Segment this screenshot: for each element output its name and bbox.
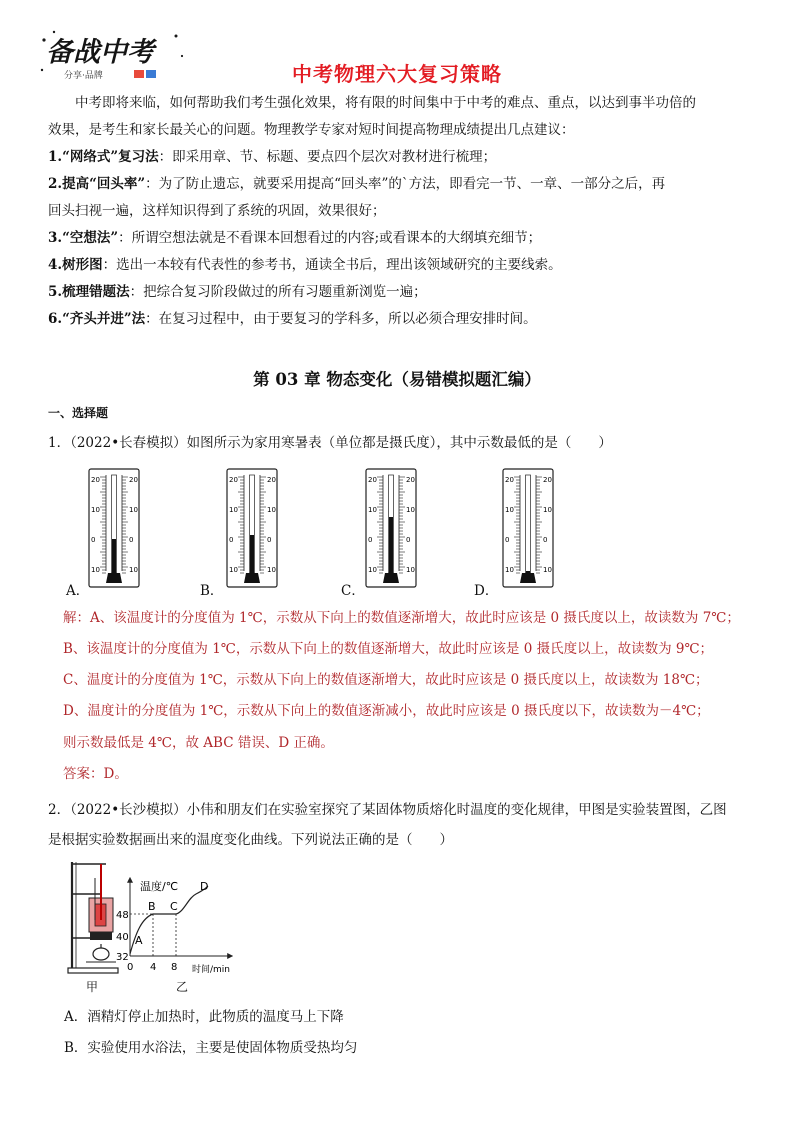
- logo-text: 备战中考: [46, 37, 154, 68]
- scale-left-0: 20: [229, 476, 238, 484]
- q2-temperature-graph: [110, 872, 240, 984]
- q2-fig-yi-label: 乙: [176, 980, 189, 994]
- thermometer-b: [224, 467, 280, 591]
- logo-subtext: 分享·品牌: [64, 71, 103, 81]
- chapter-title: 第 03 章 物态变化（易错模拟题汇编）: [253, 370, 541, 389]
- scale-left-2: 0: [505, 536, 510, 544]
- q1-option-c: C．: [341, 583, 365, 599]
- q1-solution-1: 解：A、该温度计的分度值为 1℃，示数从下向上的数值逐渐增大，故此时应该是 0 摄氏度以上，故读数为 7℃；: [63, 610, 740, 626]
- strategy-1: 1.“网络式”复习法：即采用章、节、标题、要点四个层次对教材进行梳理；: [48, 149, 497, 165]
- strategy-3: 3.“空想法”：所谓空想法就是不看课本回想看过的内容;或看课本的大纲填充细节；: [48, 230, 542, 246]
- thermometer-a: [86, 467, 142, 591]
- graph-xtick-0: 0: [127, 962, 134, 973]
- graph-point-a: A: [135, 934, 143, 947]
- scale-right-0: 20: [267, 476, 276, 484]
- q1-stem: 1．（2022•长春模拟）如图所示为家用寒暑表（单位都是摄氏度），其中示数最低的是（ ）: [48, 435, 612, 451]
- graph-ytick-32: 32: [116, 952, 129, 963]
- scale-right-2: 0: [129, 536, 134, 544]
- scale-left-3: 10: [368, 566, 377, 574]
- strategy-2: 2.提高“回头率”：为了防止遗忘，就要采用提高“回头率”的`方法，即看完一节、一章、一部分之后，再: [48, 176, 666, 192]
- graph-ytick-48: 48: [116, 910, 129, 921]
- q2-stem-1: 2．（2022•长沙模拟）小伟和朋友们在实验室探究了某固体物质熔化时温度的变化规律，甲图是实验装置图，乙图: [48, 802, 727, 818]
- scale-left-3: 10: [91, 566, 100, 574]
- q2-stem-2: 是根据实验数据画出来的温度变化曲线。下列说法正确的是（ ）: [48, 832, 453, 848]
- scale-left-0: 20: [91, 476, 100, 484]
- q1-answer: 答案：D。: [63, 766, 128, 782]
- scale-right-2: 0: [543, 536, 548, 544]
- scale-right-3: 10: [129, 566, 138, 574]
- q1-option-a: A．: [66, 583, 90, 599]
- thermometer-c: [363, 467, 419, 591]
- graph-ylabel: 温度/℃: [140, 880, 179, 893]
- scale-right-1: 10: [543, 506, 552, 514]
- scale-left-1: 10: [368, 506, 377, 514]
- scale-left-0: 20: [368, 476, 377, 484]
- intro-line-1: 中考即将来临，如何帮助我们考生强化效果，将有限的时间集中于中考的难点、重点，以达到事半功倍的: [75, 95, 696, 111]
- graph-xtick-8: 8: [171, 962, 178, 973]
- scale-right-3: 10: [406, 566, 415, 574]
- scale-left-1: 10: [91, 506, 100, 514]
- q1-option-b: B．: [200, 583, 224, 599]
- scale-left-2: 0: [368, 536, 373, 544]
- q1-option-d: D．: [474, 583, 499, 599]
- graph-point-c: C: [170, 900, 178, 913]
- scale-right-1: 10: [267, 506, 276, 514]
- scale-right-1: 10: [129, 506, 138, 514]
- q2-fig-jia-label: 甲: [86, 980, 99, 994]
- graph-point-d: D: [200, 880, 209, 893]
- q1-solution-4: D、温度计的分度值为 1℃，示数从下向上的数值逐渐减小，故此时应该是 0 摄氏度以下，故读数为－4℃；: [63, 703, 710, 719]
- scale-right-0: 20: [543, 476, 552, 484]
- section-title: 一、选择题: [48, 406, 109, 420]
- scale-left-1: 10: [505, 506, 514, 514]
- scale-right-0: 20: [129, 476, 138, 484]
- graph-xtick-4: 4: [150, 962, 157, 973]
- scale-left-3: 10: [505, 566, 514, 574]
- strategy-4: 4.树形图：选出一本较有代表性的参考书，通读全书后，理出该领域研究的主要线索。: [48, 257, 562, 273]
- graph-ytick-40: 40: [116, 932, 129, 943]
- scale-left-0: 20: [505, 476, 514, 484]
- scale-left-3: 10: [229, 566, 238, 574]
- q1-solution-5: 则示数最低是 4℃，故 ABC 错误、D 正确。: [63, 735, 334, 751]
- scale-right-2: 0: [267, 536, 272, 544]
- scale-right-2: 0: [406, 536, 411, 544]
- scale-right-1: 10: [406, 506, 415, 514]
- strategy-6: 6.“齐头并进”法：在复习过程中，由于要复习的学科多，所以必须合理安排时间。: [48, 311, 537, 327]
- q2-option-b: B．实验使用水浴法，主要是使固体物质受热均匀: [64, 1040, 358, 1056]
- q1-solution-3: C、温度计的分度值为 1℃，示数从下向上的数值逐渐增大，故此时应该是 0 摄氏度以上，故读数为 18℃；: [63, 672, 709, 688]
- intro-line-2: 效果，是考生和家长最关心的问题。物理教学专家对短时间提高物理成绩提出几点建议：: [48, 122, 575, 138]
- scale-right-3: 10: [267, 566, 276, 574]
- graph-xlabel: 时间/min: [192, 965, 231, 975]
- q1-solution-2: B、该温度计的分度值为 1℃，示数从下向上的数值逐渐增大，故此时应该是 0 摄氏度以上，故读数为 9℃；: [63, 641, 714, 657]
- scale-right-3: 10: [543, 566, 552, 574]
- q2-option-a: A．酒精灯停止加热时，此物质的温度马上下降: [64, 1009, 344, 1025]
- scale-left-2: 0: [229, 536, 234, 544]
- strategy-5: 5.梳理错题法：把综合复习阶段做过的所有习题重新浏览一遍；: [48, 284, 427, 300]
- scale-right-0: 20: [406, 476, 415, 484]
- graph-point-b: B: [148, 900, 156, 913]
- thermometer-d: [500, 467, 556, 591]
- strategy-2-cont: 回头扫视一遍，这样知识得到了系统的巩固，效果很好；: [48, 203, 386, 219]
- page-title: 中考物理六大复习策略: [292, 62, 502, 86]
- scale-left-1: 10: [229, 506, 238, 514]
- scale-left-2: 0: [91, 536, 96, 544]
